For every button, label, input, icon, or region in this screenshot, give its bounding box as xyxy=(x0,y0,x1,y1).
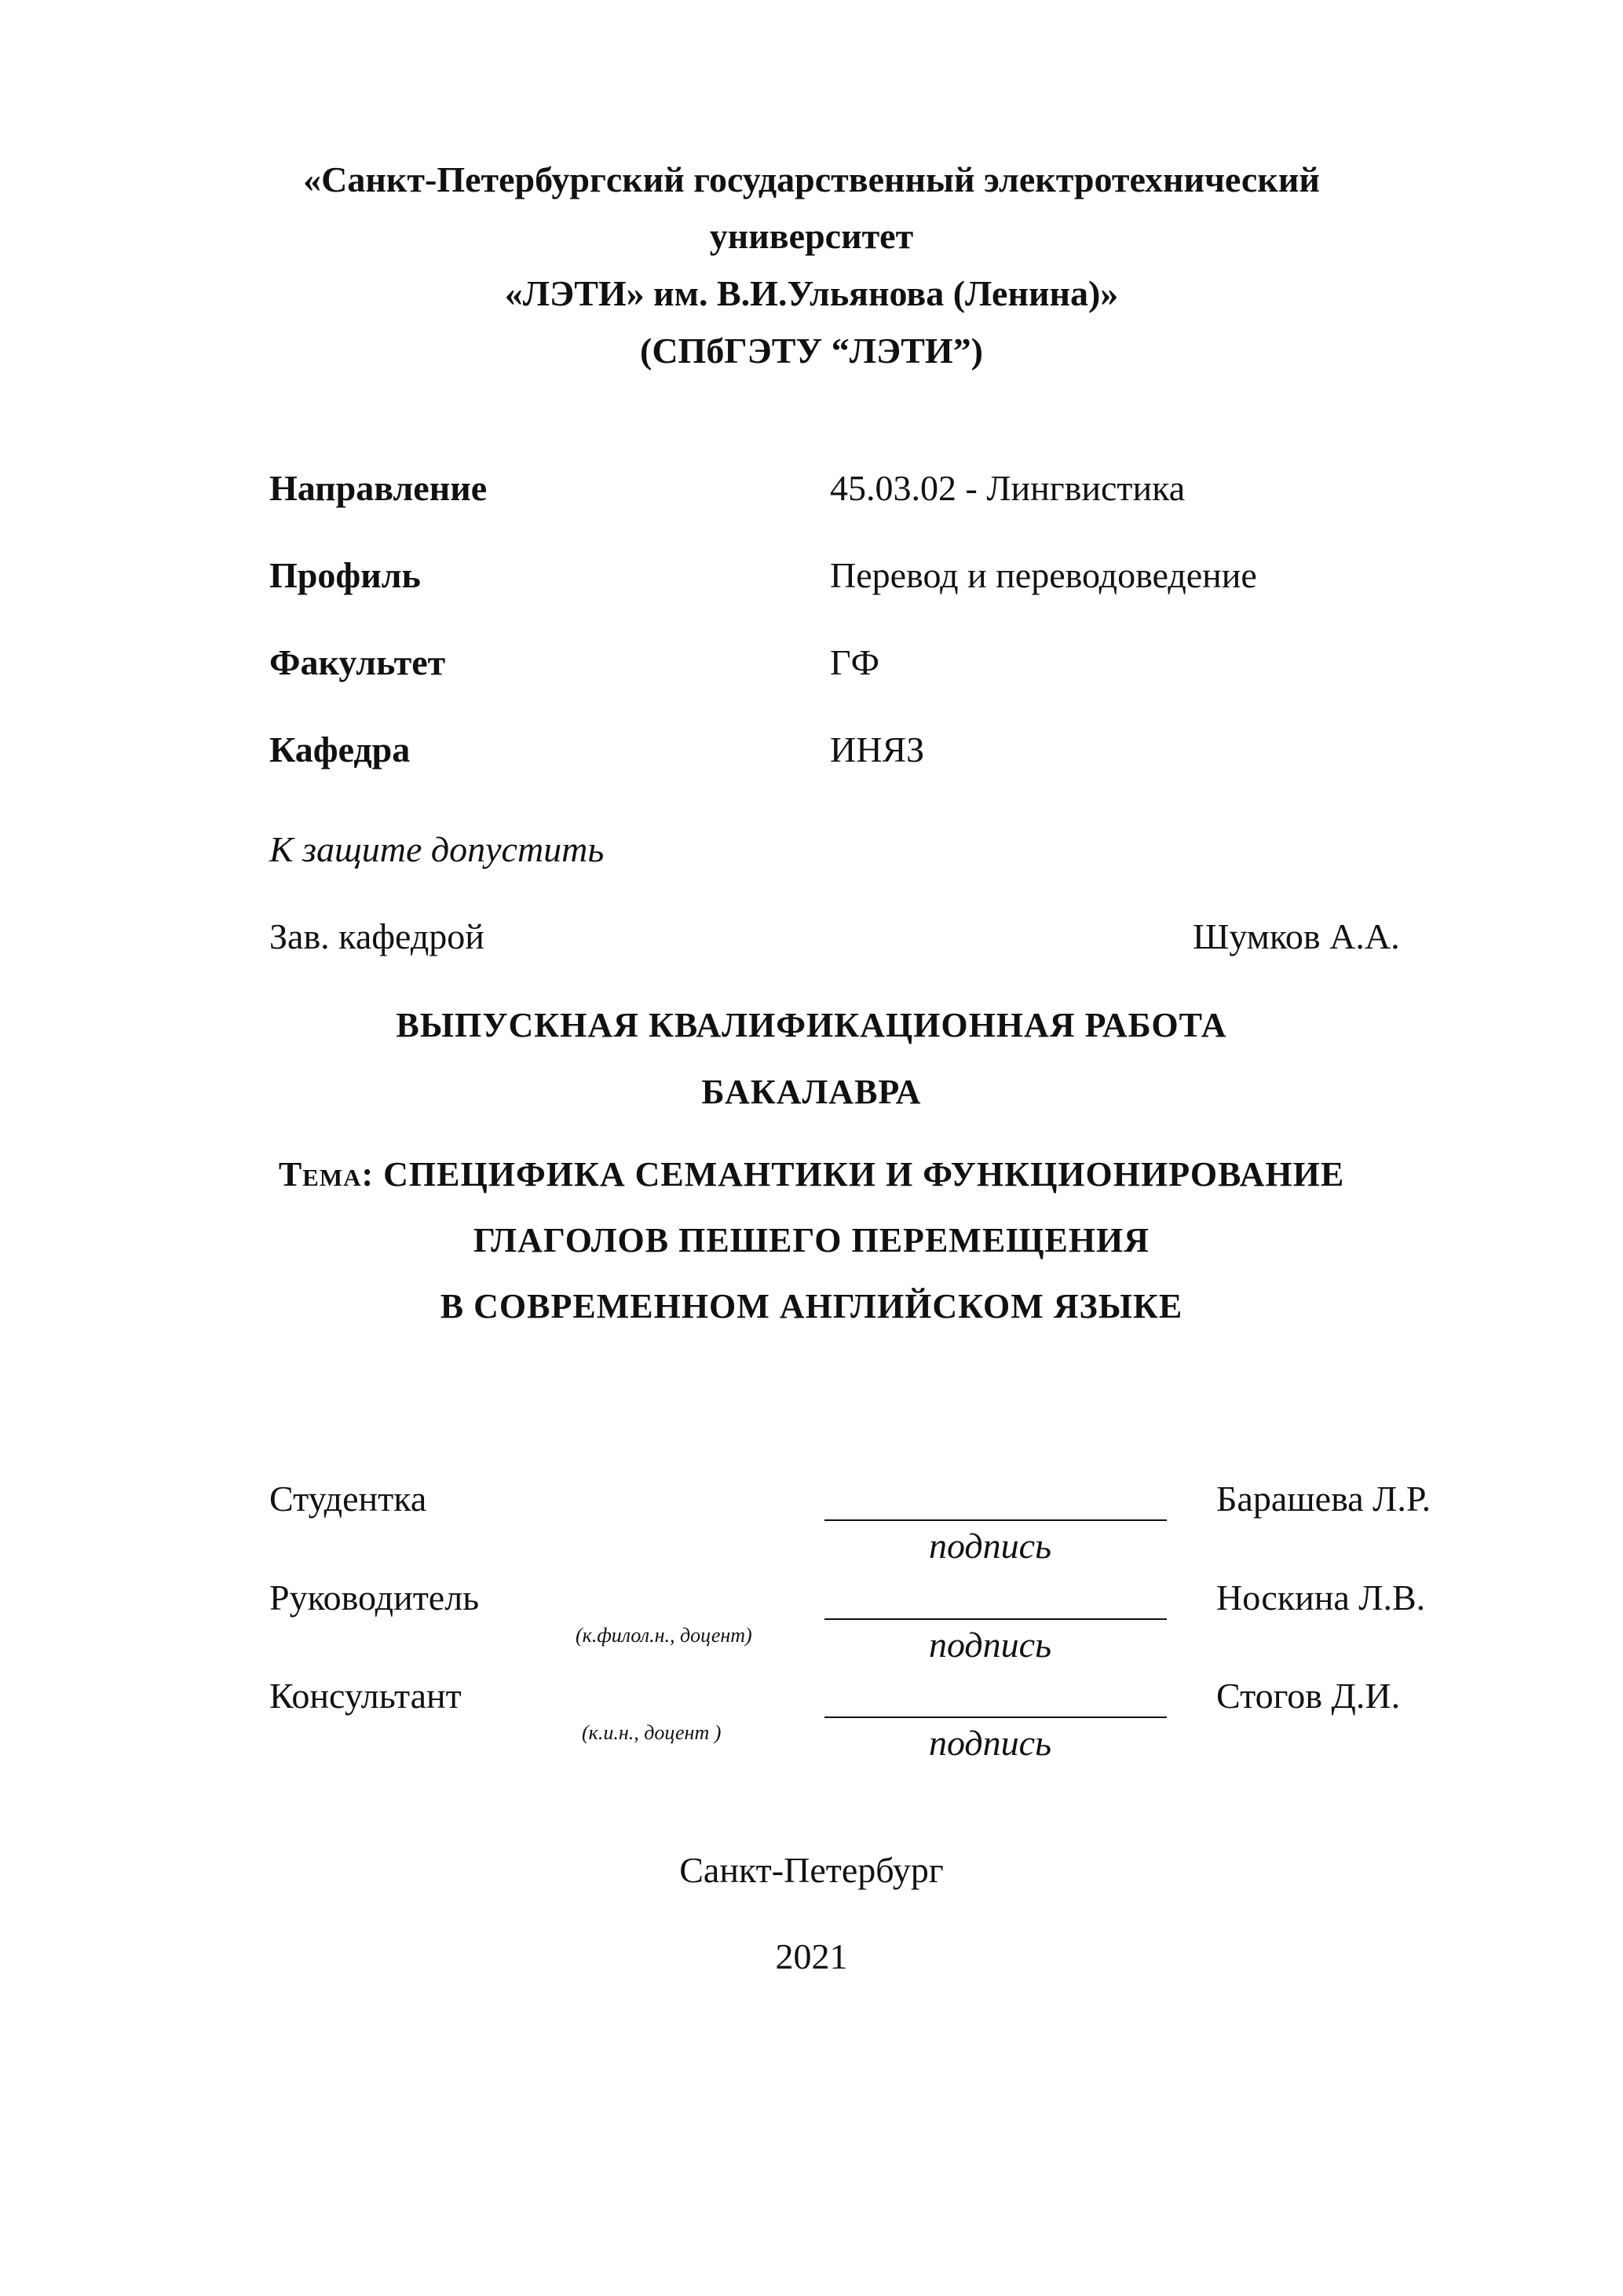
approval-note: К защите допустить xyxy=(269,829,605,869)
info-label-profile: Профиль xyxy=(269,555,421,595)
city: Санкт-Петербург xyxy=(679,1850,944,1890)
signature-role-supervisor: Руководитель xyxy=(269,1578,480,1618)
info-value-direction: 45.03.02 - Лингвистика xyxy=(830,468,1186,508)
info-value-profile: Перевод и переводоведение xyxy=(830,555,1257,595)
topic-prefix: Тема: xyxy=(278,1155,375,1194)
signature-line-student xyxy=(824,1519,1167,1521)
signature-name-supervisor: Носкина Л.В. xyxy=(1216,1578,1426,1618)
work-type-line-1: ВЫПУСКНАЯ КВАЛИФИКАЦИОННАЯ РАБОТА xyxy=(396,1006,1227,1044)
signature-name-consultant: Стогов Д.И. xyxy=(1216,1676,1401,1716)
university-name-line-3: «ЛЭТИ» им. В.И.Ульянова (Ленина)» xyxy=(504,273,1119,313)
signature-degree-consultant: (к.и.н., доцент ) xyxy=(582,1721,722,1744)
university-name-line-1: «Санкт-Петербургский государственный электротехнический xyxy=(303,159,1320,199)
signature-line-consultant xyxy=(824,1717,1167,1718)
year: 2021 xyxy=(775,1936,848,1976)
topic-line-2: ГЛАГОЛОВ ПЕШЕГО ПЕРЕМЕЩЕНИЯ xyxy=(473,1221,1150,1260)
signature-degree-supervisor: (к.филол.н., доцент) xyxy=(576,1624,752,1647)
info-label-department: Кафедра xyxy=(269,729,411,770)
topic-text-1: СПЕЦИФИКА СЕМАНТИКИ И ФУНКЦИОНИРОВАНИЕ xyxy=(383,1155,1345,1194)
signature-role-student: Студентка xyxy=(269,1479,427,1519)
signature-name-student: Барашева Л.Р. xyxy=(1216,1479,1431,1519)
signature-caption-consultant: подпись xyxy=(929,1723,1052,1763)
head-of-department-label: Зав. кафедрой xyxy=(269,916,484,956)
signature-caption-student: подпись xyxy=(929,1526,1052,1566)
university-name-line-2: университет xyxy=(709,216,914,256)
topic-line-3: В СОВРЕМЕННОМ АНГЛИЙСКОМ ЯЗЫКЕ xyxy=(440,1287,1183,1325)
signature-line-supervisor xyxy=(824,1618,1167,1620)
head-of-department-name: Шумков А.А. xyxy=(1193,916,1400,956)
info-value-department: ИНЯЗ xyxy=(830,729,925,770)
signature-caption-supervisor: подпись xyxy=(929,1625,1052,1665)
work-type-line-2: БАКАЛАВРА xyxy=(701,1073,922,1111)
info-label-direction: Направление xyxy=(269,468,488,508)
signature-role-consultant: Консультант xyxy=(269,1676,462,1716)
university-abbreviation: (СПбГЭТУ “ЛЭТИ”) xyxy=(640,331,983,371)
info-label-faculty: Факультет xyxy=(269,642,446,682)
info-value-faculty: ГФ xyxy=(830,642,879,682)
topic-line-1 xyxy=(0,1139,1623,1211)
